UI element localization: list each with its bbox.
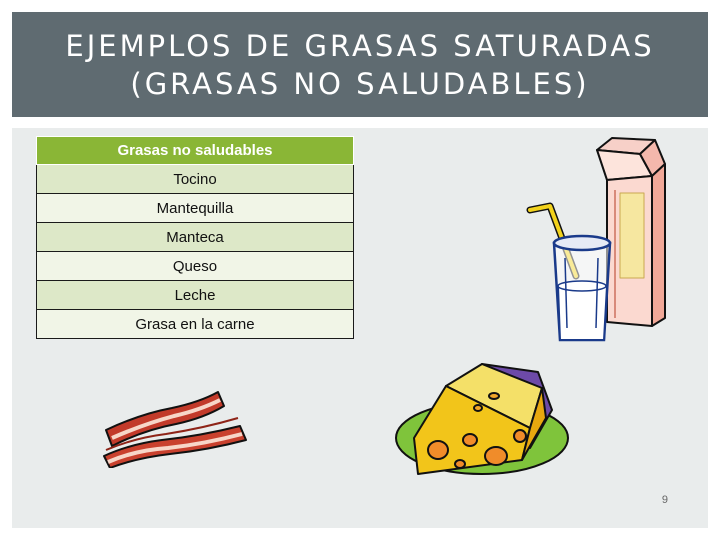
- bacon-icon: [104, 392, 246, 468]
- slide-title-line-2: (GRASAS NO SALUDABLES): [130, 66, 590, 101]
- glass-icon: [554, 236, 610, 340]
- table-cell: Queso: [37, 252, 354, 281]
- table-cell: Manteca: [37, 223, 354, 252]
- table-row: [37, 281, 354, 310]
- table-row: [37, 165, 354, 194]
- content-area: [12, 128, 708, 528]
- unhealthy-fats-table: [36, 136, 354, 339]
- table-row: [37, 194, 354, 223]
- table-cell: Mantequilla: [37, 194, 354, 223]
- slide-title-line-1: EJEMPLOS DE GRASAS SATURADAS: [65, 28, 655, 63]
- cheese-image: [390, 356, 580, 496]
- table-header: Grasas no saludables: [37, 137, 354, 165]
- table-row: [37, 310, 354, 339]
- page-number: 9: [661, 494, 668, 506]
- table-cell: Leche: [37, 281, 354, 310]
- bacon-image: [100, 388, 250, 468]
- table-row: [37, 223, 354, 252]
- table-cell: Tocino: [37, 165, 354, 194]
- milk-image: [512, 128, 682, 353]
- title-bar: [12, 12, 708, 117]
- table-cell: Grasa en la carne: [37, 310, 354, 339]
- table-row: [37, 252, 354, 281]
